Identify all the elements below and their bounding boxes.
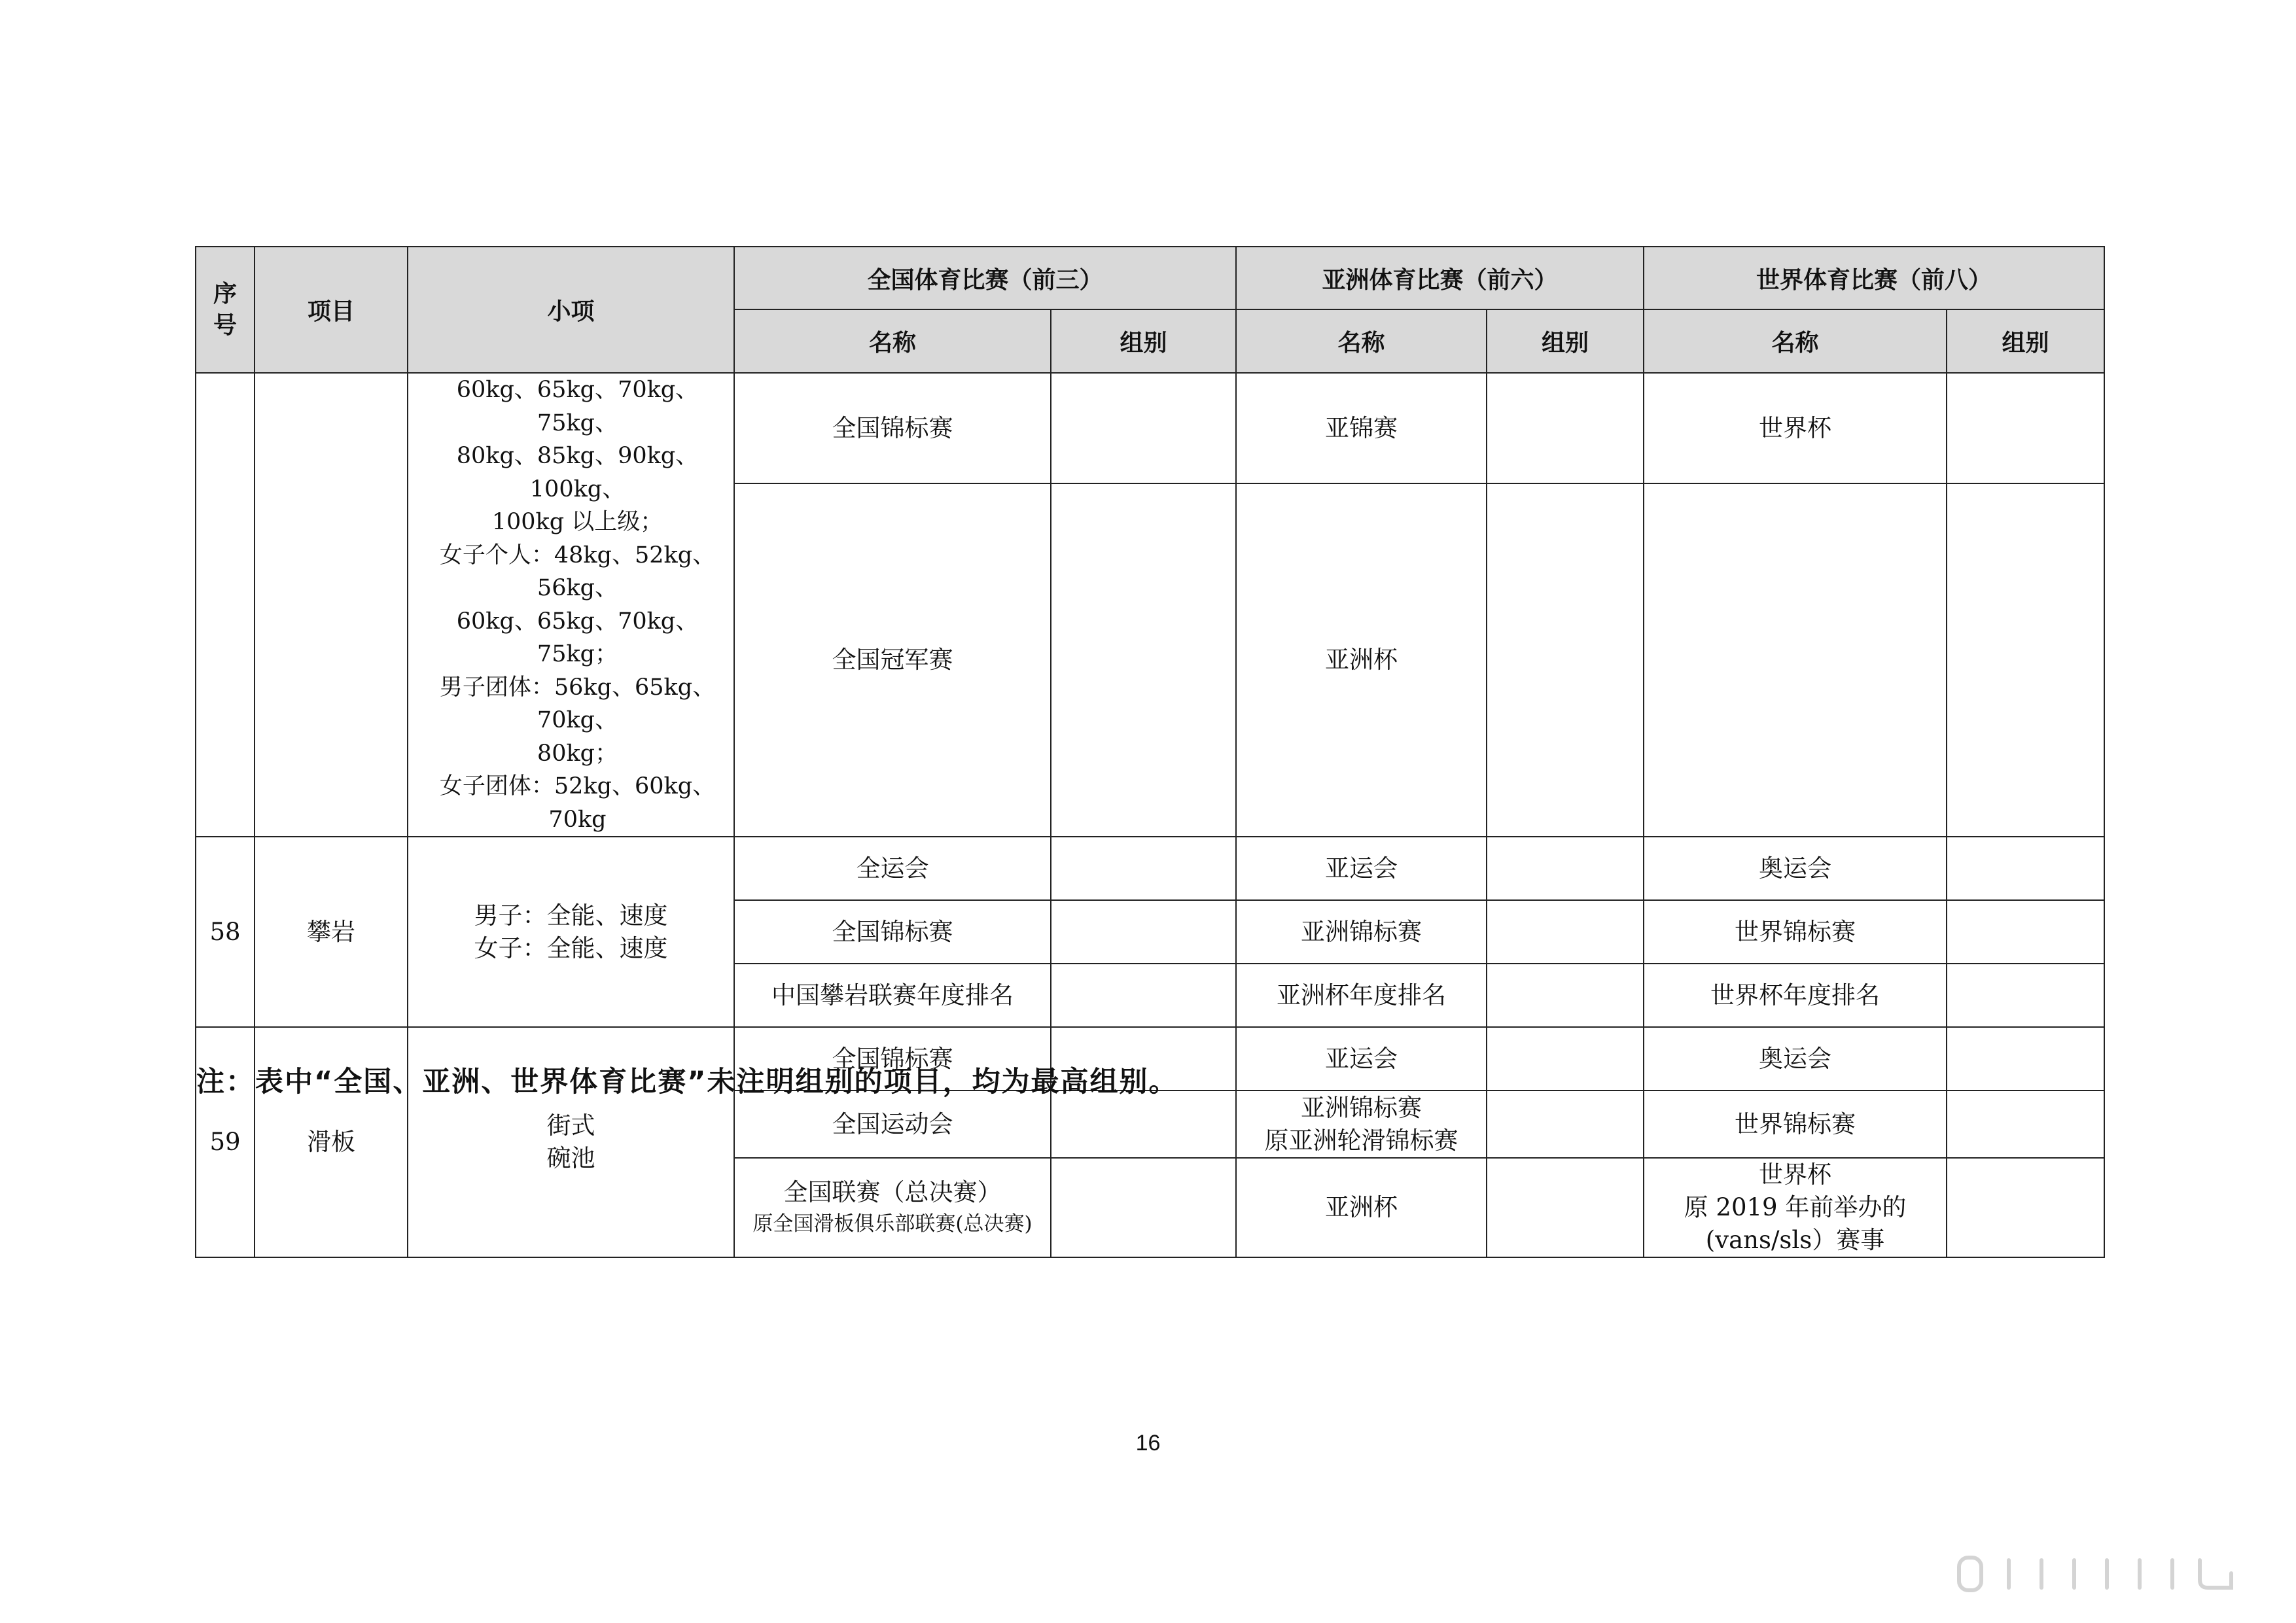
- cell-line: 女子：全能、速度: [474, 934, 668, 962]
- cell-world-name: [1644, 1091, 1947, 1158]
- cell-asian-group: [1487, 964, 1644, 1027]
- cell-world-name: [1644, 900, 1947, 964]
- cell-line: 男子：全能、速度: [474, 901, 668, 930]
- cell-project: 滑板: [255, 1027, 408, 1257]
- cell-asian-group: [1487, 483, 1644, 837]
- cell-asian-name: [1236, 1091, 1487, 1158]
- cell-asian-name: [1236, 837, 1487, 900]
- cell-project: 攀岩: [255, 837, 408, 1027]
- event-name: 原亚洲轮滑锦标赛: [1264, 1126, 1458, 1155]
- cell-line: 女子团体：52kg、60kg、70kg: [439, 773, 716, 833]
- cell-asian-group: [1487, 373, 1644, 483]
- cell-asian-group: [1487, 1158, 1644, 1257]
- cell-world-group: [1947, 900, 2104, 964]
- cell-asian-name: [1236, 1027, 1487, 1091]
- cell-national-group: [1051, 483, 1236, 837]
- cell-project: [255, 373, 408, 837]
- event-name: 世界杯: [1759, 1161, 1831, 1189]
- cell-asian-name: [1236, 964, 1487, 1027]
- table-row: [196, 373, 2104, 483]
- cell-world-name: [1644, 1027, 1947, 1091]
- event-name: 奥运会: [1759, 1044, 1831, 1073]
- cell-national-name: [734, 900, 1051, 964]
- header-project: 项目: [255, 247, 408, 373]
- event-name: 全运会: [856, 854, 929, 882]
- cell-national-group: [1051, 837, 1236, 900]
- cell-national-name: [734, 1091, 1051, 1158]
- cell-asian-group: [1487, 837, 1644, 900]
- cell-subitems: [408, 837, 734, 1027]
- cell-national-name: [734, 964, 1051, 1027]
- cell-subitems: [408, 373, 734, 837]
- cell-seq: 59: [196, 1027, 255, 1257]
- event-name: 亚运会: [1325, 1044, 1398, 1073]
- event-name: 全国冠军赛: [832, 646, 953, 674]
- cell-world-name: [1644, 1158, 1947, 1257]
- event-name: 奥运会: [1759, 854, 1831, 882]
- cell-national-name: [734, 373, 1051, 483]
- header-asian-group: 组别: [1487, 309, 1644, 373]
- cell-world-name: [1644, 483, 1947, 837]
- cell-line: 100kg 以上级；: [491, 509, 663, 535]
- event-name: 亚洲锦标赛: [1301, 917, 1422, 946]
- event-name: 世界锦标赛: [1735, 917, 1856, 946]
- table-body: [196, 373, 2104, 1257]
- cell-seq: 58: [196, 837, 255, 1027]
- table-row: [196, 837, 2104, 900]
- cell-asian-name: [1236, 1158, 1487, 1257]
- header-asian-name: 名称: [1236, 309, 1487, 373]
- cell-asian-group: [1487, 900, 1644, 964]
- cell-world-group: [1947, 837, 2104, 900]
- header-asian: 亚洲体育比赛（前六）: [1236, 247, 1644, 309]
- cell-line: 60kg、65kg、70kg、75kg；: [456, 608, 699, 667]
- header-world: 世界体育比赛（前八）: [1644, 247, 2104, 309]
- cell-asian-group: [1487, 1091, 1644, 1158]
- cell-world-name: [1644, 964, 1947, 1027]
- cell-line: 女子个人：48kg、52kg、56kg、: [439, 542, 716, 601]
- event-name: 世界杯年度排名: [1710, 981, 1880, 1009]
- event-name: 亚洲杯: [1325, 1193, 1398, 1221]
- cell-asian-name: [1236, 900, 1487, 964]
- header-seq: [196, 247, 255, 373]
- cell-national-name: [734, 483, 1051, 837]
- event-name: 世界杯: [1759, 413, 1831, 442]
- header-seq-text: 序号: [213, 280, 237, 339]
- cell-world-group: [1947, 1158, 2104, 1257]
- cell-line: 街式: [546, 1111, 595, 1140]
- cell-world-name: [1644, 837, 1947, 900]
- cell-asian-name: [1236, 373, 1487, 483]
- event-name: 原 2019 年前举办的: [1684, 1193, 1907, 1221]
- cell-world-group: [1947, 964, 2104, 1027]
- cell-national-group: [1051, 1091, 1236, 1158]
- cell-national-name: [734, 1158, 1051, 1257]
- event-name: 全国锦标赛: [832, 1044, 953, 1073]
- header-national: 全国体育比赛（前三）: [734, 247, 1236, 309]
- event-name: 全国运动会: [832, 1109, 953, 1138]
- cell-national-group: [1051, 1158, 1236, 1257]
- event-name: 全国锦标赛: [832, 917, 953, 946]
- cell-national-group: [1051, 964, 1236, 1027]
- cell-national-group: [1051, 373, 1236, 483]
- event-name: 原全国滑板俱乐部联赛(总决赛): [752, 1212, 1033, 1236]
- cell-line: 80kg；: [537, 740, 618, 767]
- event-name: 亚洲杯: [1325, 646, 1398, 674]
- event-name: (vans/sls）赛事: [1705, 1226, 1885, 1254]
- cell-line: 80kg、85kg、90kg、100kg、: [456, 443, 699, 502]
- watermark-logo: [1956, 1554, 2244, 1594]
- cell-world-name: [1644, 373, 1947, 483]
- event-name: 全国联赛（总决赛）: [783, 1178, 1002, 1206]
- cell-asian-name: [1236, 483, 1487, 837]
- event-name: 全国锦标赛: [832, 413, 953, 442]
- header-subitem: 小项: [408, 247, 734, 373]
- event-name: 中国攀岩联赛年度排名: [771, 981, 1014, 1009]
- competition-table: [195, 246, 2105, 1258]
- header-national-name: 名称: [734, 309, 1051, 373]
- header-world-group: 组别: [1947, 309, 2104, 373]
- cell-world-group: [1947, 373, 2104, 483]
- cell-asian-group: [1487, 1027, 1644, 1091]
- event-name: 亚洲杯年度排名: [1277, 981, 1446, 1009]
- event-name: 亚洲锦标赛: [1301, 1093, 1422, 1122]
- cell-national-name: [734, 837, 1051, 900]
- event-name: 亚运会: [1325, 854, 1398, 882]
- header-national-group: 组别: [1051, 309, 1236, 373]
- page-number: 16: [1135, 1431, 1161, 1456]
- header-world-name: 名称: [1644, 309, 1947, 373]
- cell-world-group: [1947, 1091, 2104, 1158]
- cell-line: 碗池: [546, 1144, 595, 1172]
- cell-world-group: [1947, 483, 2104, 837]
- cell-line: 男子团体：56kg、65kg、70kg、: [439, 674, 716, 733]
- cell-seq: [196, 373, 255, 837]
- cell-line: 60kg、65kg、70kg、75kg、: [456, 377, 699, 436]
- cell-national-group: [1051, 900, 1236, 964]
- event-name: 亚锦赛: [1325, 413, 1398, 442]
- table-footnote: 注：表中“全国、亚洲、世界体育比赛”未注明组别的项目，均为最高组别。: [196, 1066, 1178, 1098]
- event-name: 世界锦标赛: [1735, 1109, 1856, 1138]
- cell-world-group: [1947, 1027, 2104, 1091]
